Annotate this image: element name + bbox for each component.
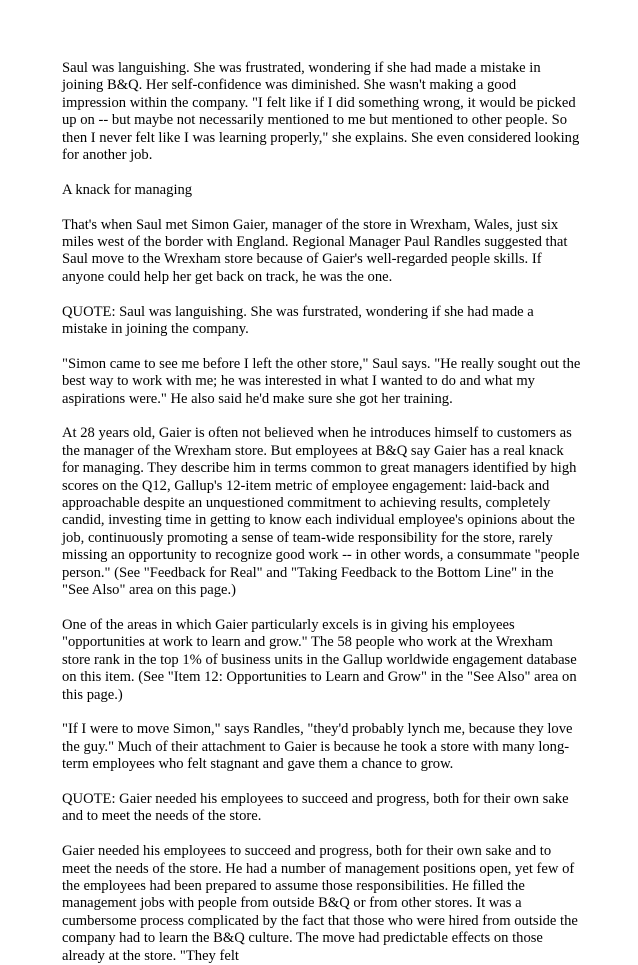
document-page — [62, 60, 582, 965]
paragraph-saul-languishing: Saul was languishing. She was frustrated, wondering if she had made a mistake in joining B&Q. Her self-confidence was diminished. She wasn't making a good impression within the company. "I felt like if I did something wrong, it would be picked up on -- but maybe not necessarily mentioned to me but mentioned to other people. So then I never felt like I was learning properly," she explains. She even considered looking for another job. — [62, 60, 580, 164]
section-heading-knack-for-managing: A knack for managing — [62, 181, 193, 198]
paragraph-simon-came-to-see-me: "Simon came to see me before I left the other store," Saul says. "He really sought out the best way to work with me; he was interested in what I wanted to do and what my aspirations were." He also said he'd make sure she got her training. — [62, 355, 581, 407]
paragraph-saul-met-gaier: That's when Saul met Simon Gaier, manager of the store in Wrexham, Wales, just six miles west of the border with England. Regional Manager Paul Randles suggested that Saul move to the Wrexham store because of Gaier's well-regarded people skills. If anyone could help her get back on track, he was the one. — [62, 216, 568, 285]
pull-quote-saul: QUOTE: Saul was languishing. She was furstrated, wondering if she had made a mistake in joining the company. — [62, 303, 534, 338]
paragraph-gaier-knack: At 28 years old, Gaier is often not believed when he introduces himself to customers as the manager of the Wrexham store. But employees at B&Q say Gaier has a real knack for managing. They describe him in terms common to great managers identified by high scores on the Q12, Gallup's 12-item metric of employee engagement: laid-back and approachable despite an unquestioned commitment to achieving results, completely candid, investing time in getting to know each individual employee's opinions about the job, continuously promoting a sense of team-wide responsibility for the store, rarely missing an opportunity to recognize good work -- in other words, a consummate "people person." (See "Feedback for Real" and "Taking Feedback to the Bottom Line" in the "See Also" area on this page.) — [62, 425, 580, 599]
pull-quote-gaier: QUOTE: Gaier needed his employees to succeed and progress, both for their own sake and to meet the needs of the store. — [62, 790, 569, 825]
paragraph-learn-and-grow: One of the areas in which Gaier particularly excels is in giving his employees "opportunities at work to learn and grow." The 58 people who work at the Wrexham store rank in the top 1% of business units in the Gallup worldwide engagement database on this item. (See "Item 12: Opportunities to Learn and Grow" in the "See Also" area on this page.) — [62, 616, 577, 703]
paragraph-randles-quote: "If I were to move Simon," says Randles, "they'd probably lynch me, because they love the guy." Much of their attachment to Gaier is because he took a store with many long-term employees who felt stagnant and gave them a chance to grow. — [62, 721, 573, 773]
paragraph-management-positions: Gaier needed his employees to succeed and progress, both for their own sake and to meet the needs of the store. He had a number of management positions open, yet few of the employees had been prepared to assume those responsibilities. He filled the management jobs with people from outside B&Q or from other stores. It was a cumbersome process complicated by the fact that those who were hired from outside the company had to learn the B&Q culture. The move had predictable effects on those already at the store. "They felt — [62, 843, 578, 964]
